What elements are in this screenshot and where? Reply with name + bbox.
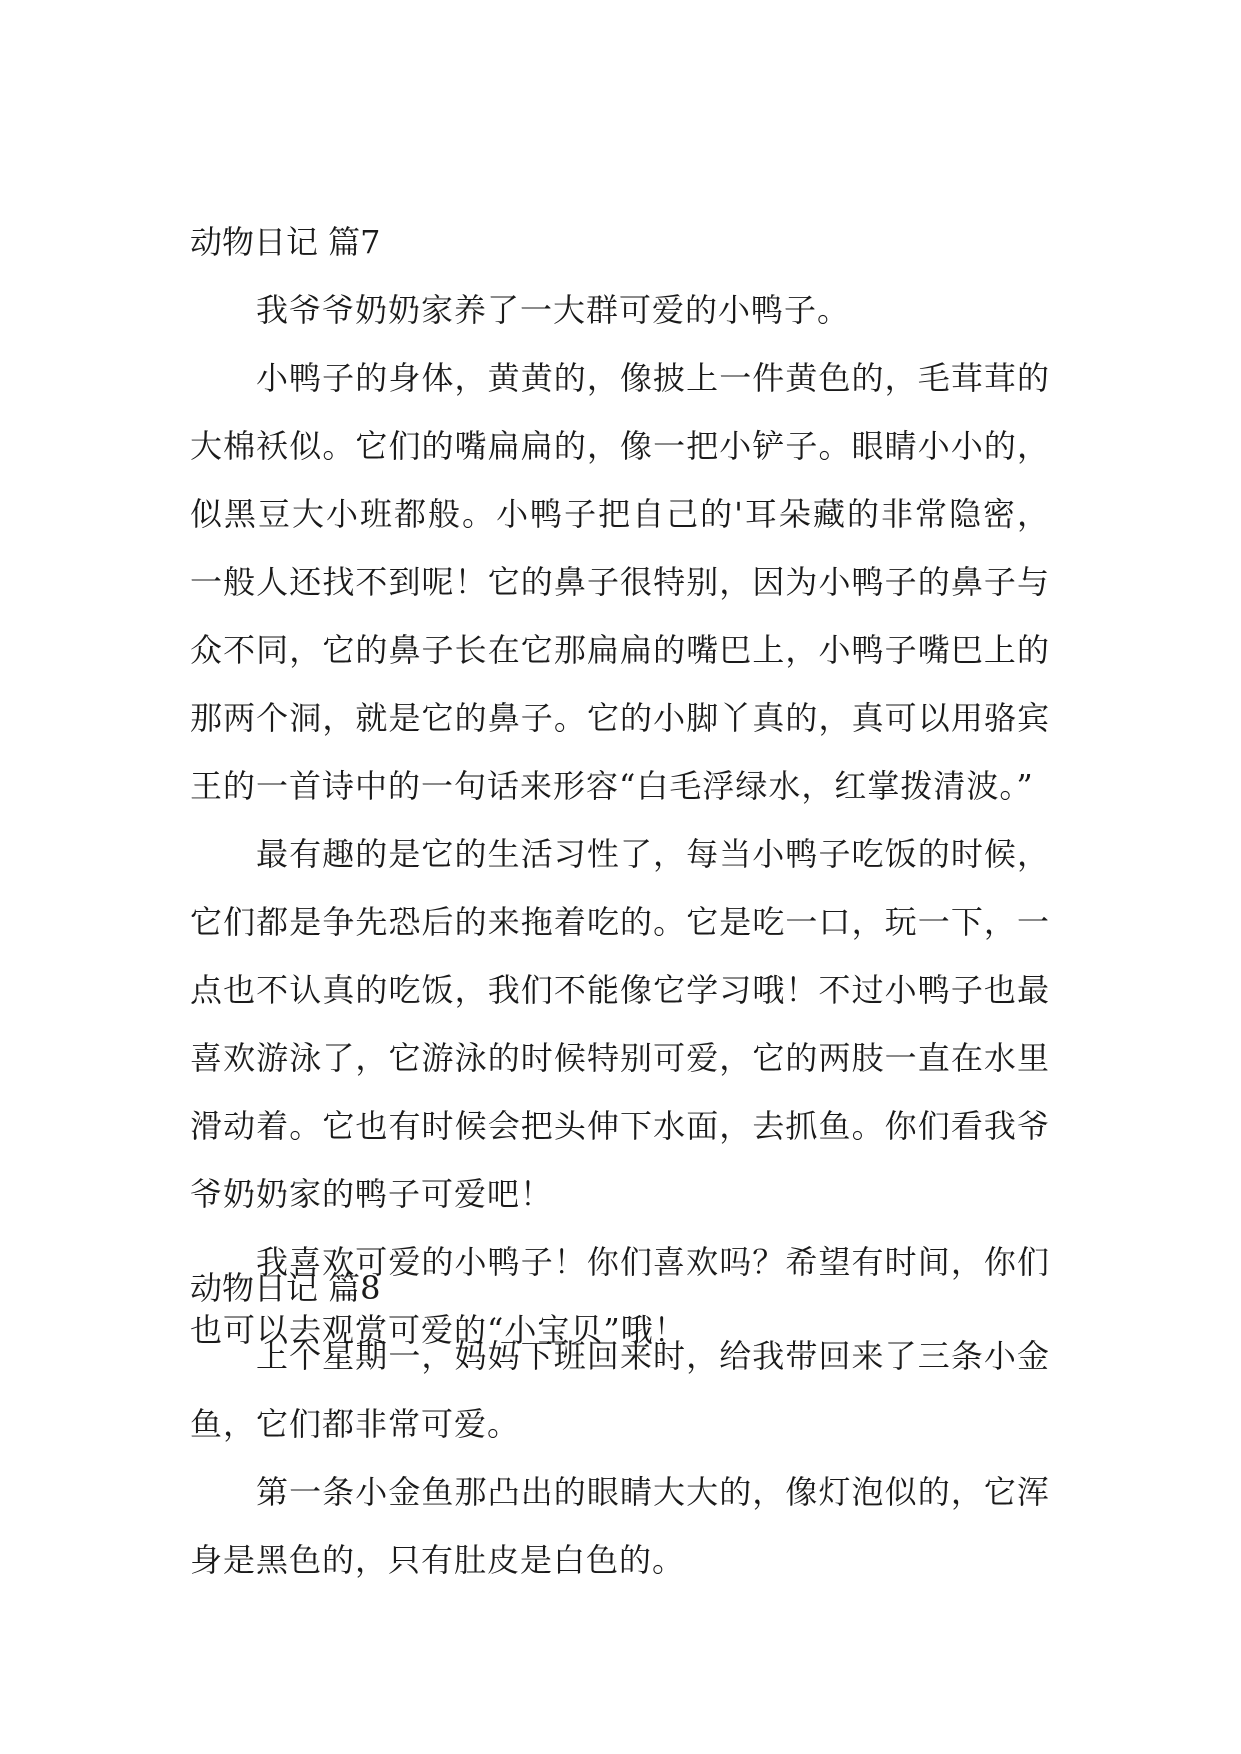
entry-paragraph: 我爷爷奶奶家养了一大群可爱的小鸭子。 [256, 291, 851, 329]
entry-heading: 动物日记 篇7 [190, 223, 381, 261]
entry-paragraph: 最有趣的是它的生活习性了，每当小鸭子吃饭的时候，它们都是争先恐后的来拖着吃的。它是吃一口，玩一下，一点也不认真的吃饭，我们不能像它学习哦！不过小鸭子也最喜欢游泳了，它游泳的时候特别可爱，它的两肢一直在水里滑动着。它也有时候会把头伸下水面，去抓鱼。你们看我爷爷奶奶家的鸭子可爱吧！ [190, 835, 1050, 1213]
entry-paragraph: 第一条小金鱼那凸出的眼睛大大的，像灯泡似的，它浑身是黑色的，只有肚皮是白色的。 [190, 1473, 1050, 1579]
diary-entry-8 [190, 1254, 1050, 1594]
entry-heading: 动物日记 篇8 [190, 1269, 381, 1307]
diary-entry-7 [190, 208, 1050, 1364]
entry-paragraph: 小鸭子的身体，黄黄的，像披上一件黄色的，毛茸茸的大棉袄似。它们的嘴扁扁的，像一把小铲子。眼睛小小的，似黑豆大小班都般。小鸭子把自己的'耳朵藏的非常隐密，一般人还找不到呢！它的鼻子很特别，因为小鸭子的鼻子与众不同，它的鼻子长在它那扁扁的嘴巴上，小鸭子嘴巴上的那两个洞，就是它的鼻子。它的小脚丫真的，真可以用骆宾王的一首诗中的一句话来形容“白毛浮绿水，红掌拨清波。” [190, 359, 1050, 805]
entry-paragraph: 上个星期一，妈妈下班回来时，给我带回来了三条小金鱼，它们都非常可爱。 [190, 1337, 1050, 1443]
entry-paragraph: 我喜欢可爱的小鸭子！你们喜欢吗？希望有时间，你们也可以去观赏可爱的“小宝贝”哦！ [190, 1243, 1050, 1349]
